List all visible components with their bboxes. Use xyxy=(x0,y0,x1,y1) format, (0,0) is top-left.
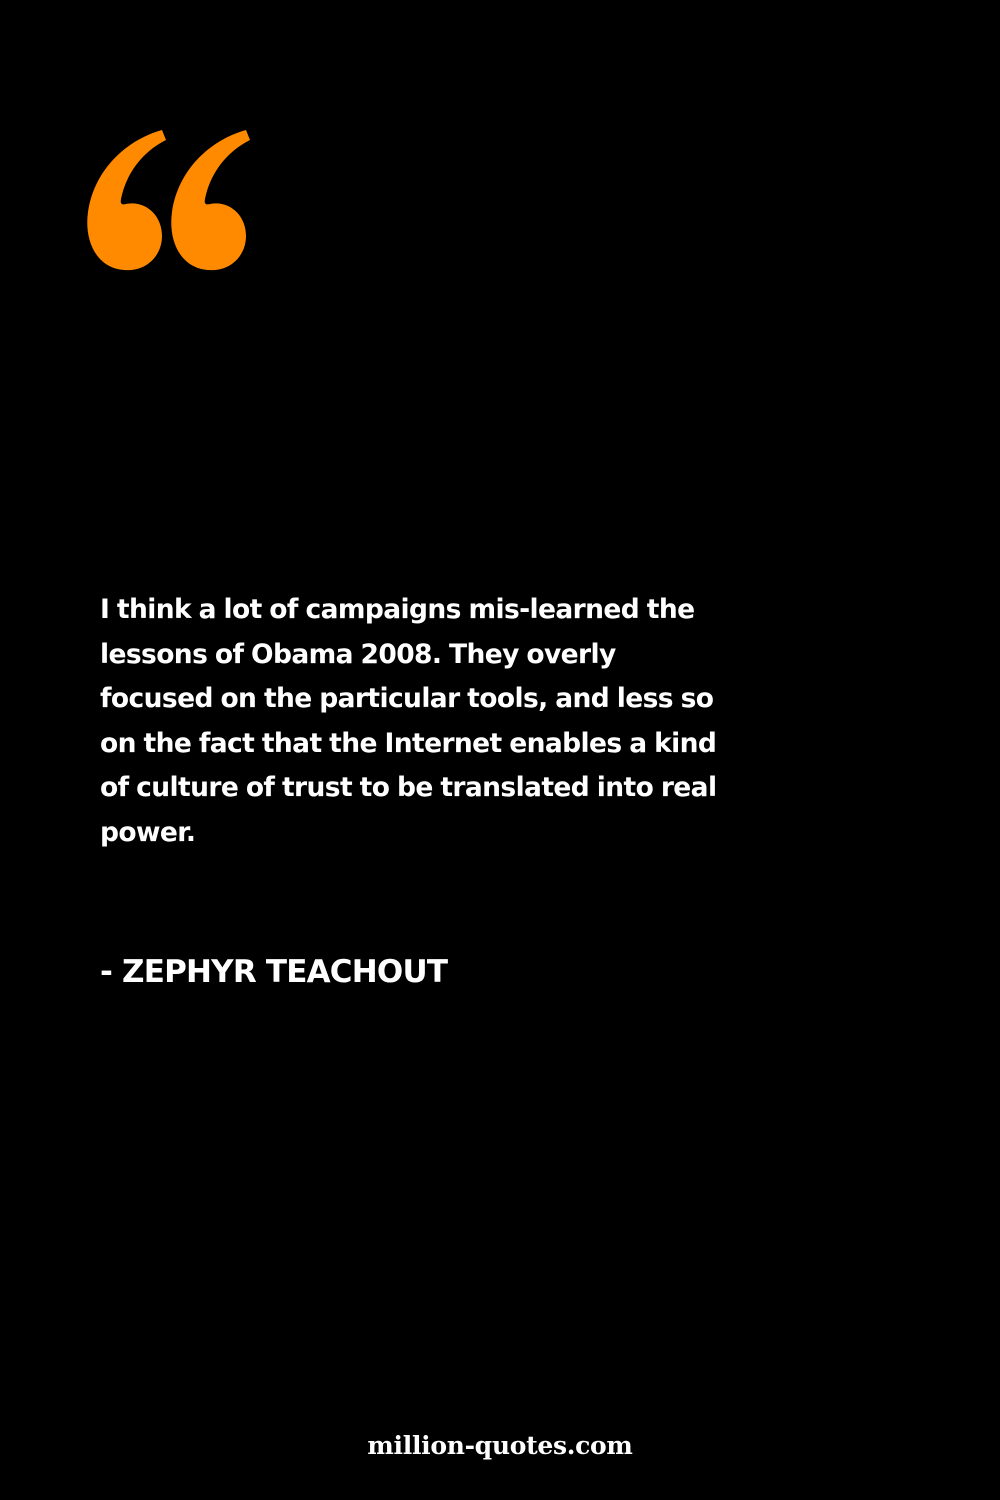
quote-line: focused on the particular tools, and less so xyxy=(100,683,714,715)
quote-line: of culture of trust to be translated into real xyxy=(100,772,717,804)
quote-line: power. xyxy=(100,816,196,848)
quote-line: lessons of Obama 2008. They overly xyxy=(100,638,616,670)
open-quote-icon xyxy=(84,126,254,274)
quote-line: on the fact that the Internet enables a kind xyxy=(100,727,717,759)
quote-text xyxy=(100,588,790,856)
quote-line: I think a lot of campaigns mis-learned the xyxy=(100,594,695,625)
quote-author: - ZEPHYR TEACHOUT xyxy=(100,954,448,990)
site-watermark: million-quotes.com xyxy=(367,1431,633,1460)
